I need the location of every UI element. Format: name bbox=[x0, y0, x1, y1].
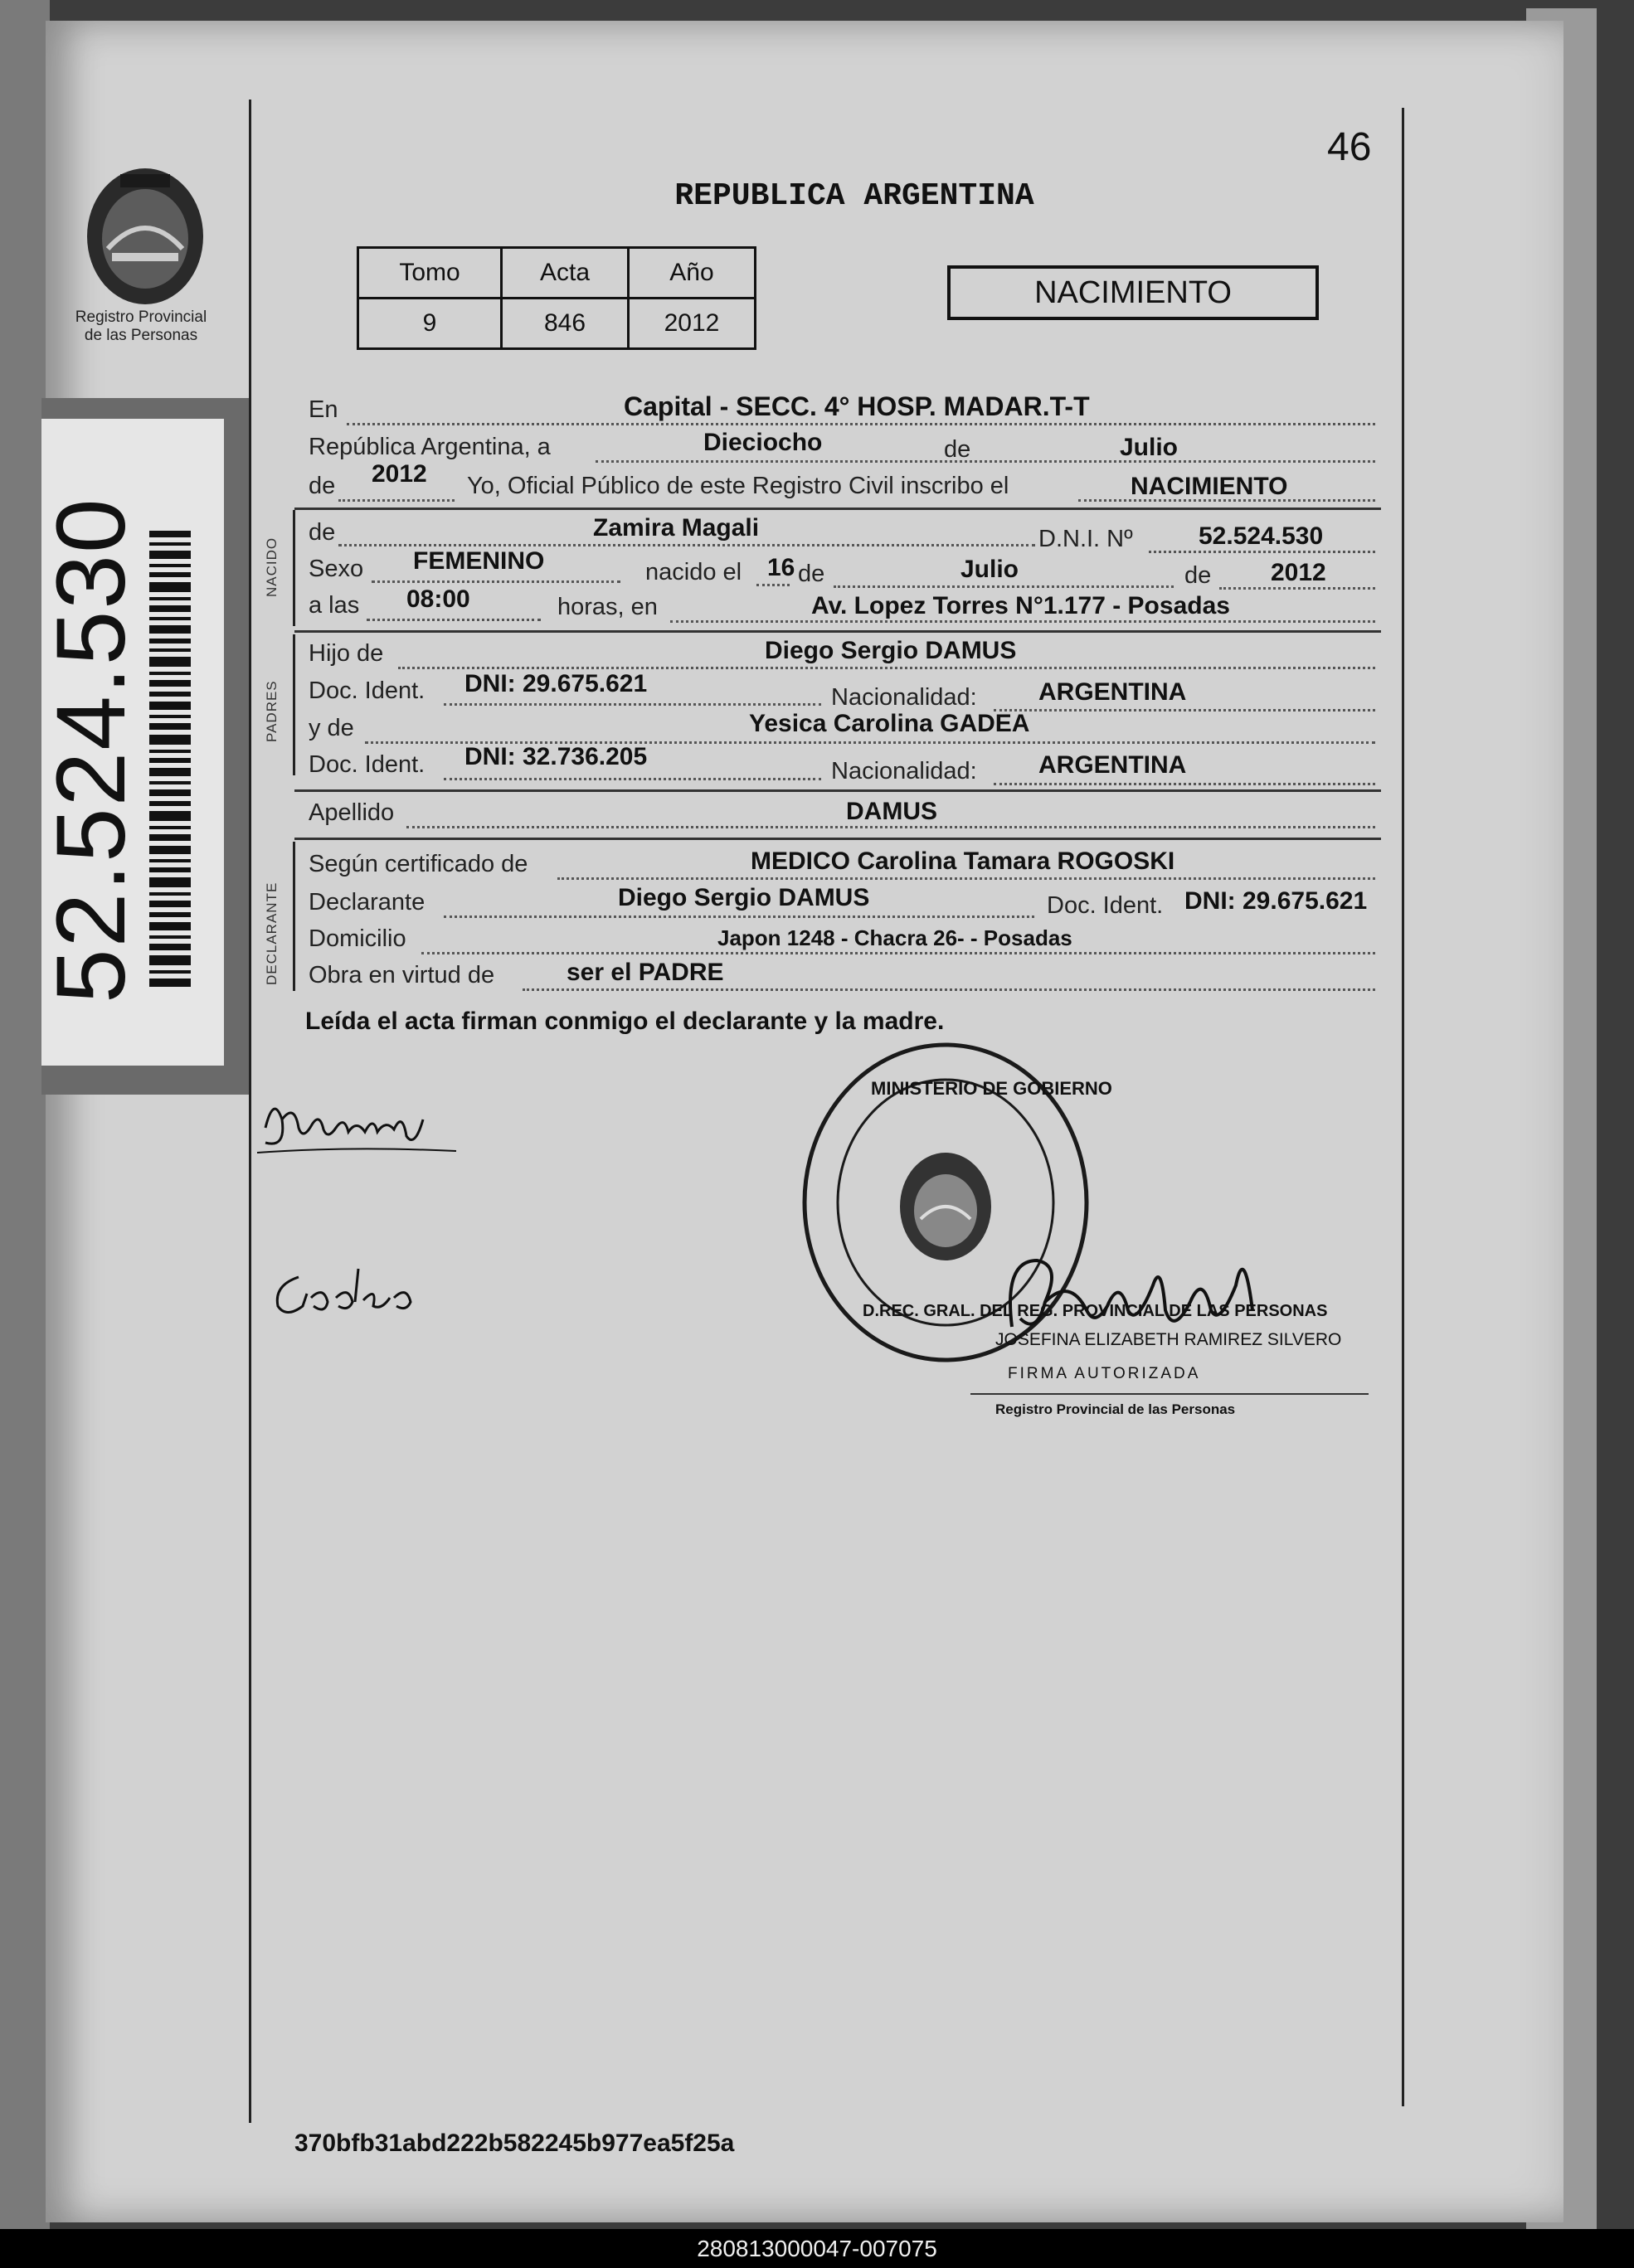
dotted-line bbox=[398, 667, 1375, 669]
cert-label: Según certificado de bbox=[309, 851, 528, 877]
section-rule bbox=[294, 630, 1381, 633]
right-margin-line bbox=[1402, 108, 1404, 2106]
declarant-doc-label: Doc. Ident. bbox=[1047, 892, 1164, 919]
registration-year: 2012 bbox=[372, 460, 427, 488]
mother-name: Yesica Carolina GADEA bbox=[749, 710, 1030, 737]
domicilio-label: Domicilio bbox=[309, 925, 406, 952]
padres-section-label: PADRES bbox=[264, 680, 280, 742]
section-rule bbox=[294, 789, 1381, 792]
dotted-line bbox=[1149, 551, 1375, 553]
father-name: Diego Sergio DAMUS bbox=[765, 637, 1017, 664]
closing-statement: Leída el acta firman conmigo el declarante y la madre. bbox=[305, 1008, 945, 1035]
signature-damus bbox=[249, 1070, 514, 1169]
acta-header: Acta bbox=[502, 248, 629, 299]
official-name: JOSEFINA ELIZABETH RAMIREZ SILVERO bbox=[995, 1330, 1342, 1349]
ano-header: Año bbox=[629, 248, 756, 299]
officer-statement: Yo, Oficial Público de este Registro Civil inscribo el bbox=[467, 473, 1009, 499]
dotted-line bbox=[994, 709, 1375, 711]
firma-autorizada-label: FIRMA AUTORIZADA bbox=[1008, 1365, 1201, 1382]
mother-doc: DNI: 32.736.205 bbox=[464, 743, 648, 770]
dotted-line bbox=[444, 915, 1034, 918]
dotted-line bbox=[338, 544, 1035, 546]
country-title: REPUBLICA ARGENTINA bbox=[674, 178, 1034, 214]
alas-label: a las bbox=[309, 592, 360, 619]
section-bracket bbox=[293, 510, 295, 626]
acta-value: 846 bbox=[502, 299, 629, 349]
father-nat-label: Nacionalidad: bbox=[831, 684, 977, 711]
tomo-value: 9 bbox=[358, 299, 502, 349]
declarante-section-label: DECLARANTE bbox=[264, 881, 280, 985]
yde-label: y de bbox=[309, 715, 354, 741]
hijo-label: Hijo de bbox=[309, 640, 384, 667]
declarant-domicile: Japon 1248 - Chacra 26- - Posadas bbox=[717, 925, 1072, 950]
dotted-line bbox=[372, 580, 620, 583]
dotted-line bbox=[557, 877, 1375, 880]
signature-godeo bbox=[265, 1260, 464, 1327]
dotted-line bbox=[994, 783, 1375, 785]
declarant-role: ser el PADRE bbox=[567, 959, 724, 986]
apellido-label: Apellido bbox=[309, 799, 395, 826]
de-year-label: de bbox=[309, 473, 336, 499]
dotted-line bbox=[421, 952, 1375, 954]
child-dni: 52.524.530 bbox=[1199, 522, 1324, 550]
section-bracket bbox=[293, 842, 295, 991]
nacido-section-label: NACIDO bbox=[264, 537, 280, 597]
registry-label bbox=[62, 308, 220, 345]
registration-month: Julio bbox=[1120, 434, 1179, 461]
registry-label-line2: de las Personas bbox=[84, 327, 198, 344]
section-rule bbox=[294, 838, 1381, 840]
birth-time: 08:00 bbox=[406, 585, 470, 613]
dotted-line bbox=[338, 499, 455, 502]
stamp-inner-text: MINISTERIO DE GOBIERNO bbox=[871, 1078, 1112, 1099]
surname: DAMUS bbox=[846, 798, 937, 825]
child-name: Zamira Magali bbox=[593, 514, 760, 542]
stamp-text: D.REC. GRAL. DEL REG. PROVINCIAL DE LAS PERSONAS bbox=[863, 1302, 1328, 1320]
father-doc: DNI: 29.675.621 bbox=[464, 670, 648, 697]
dotted-line bbox=[444, 778, 821, 780]
registration-day: Dieciocho bbox=[703, 429, 823, 456]
mother-nationality: ARGENTINA bbox=[1038, 751, 1187, 779]
father-doc-label: Doc. Ident. bbox=[309, 677, 426, 704]
document-type-box: NACIMIENTO bbox=[947, 265, 1319, 320]
side-dni-number: 52.524.530 bbox=[36, 497, 146, 1003]
sexo-label: Sexo bbox=[309, 556, 364, 582]
declarante-label: Declarante bbox=[309, 889, 426, 915]
birth-month: Julio bbox=[960, 556, 1019, 583]
de-label: de bbox=[944, 436, 971, 463]
horas-label: horas, en bbox=[557, 594, 658, 620]
registration-place: Capital - SECC. 4° HOSP. MADAR.T-T bbox=[624, 391, 1090, 421]
section-rule bbox=[294, 508, 1381, 510]
en-label: En bbox=[309, 396, 338, 423]
signature-underline bbox=[970, 1393, 1369, 1395]
page-number: 46 bbox=[1327, 125, 1372, 169]
birth-de-label: de bbox=[798, 561, 825, 587]
registry-reference-table bbox=[357, 246, 756, 350]
footer-id: 280813000047-007075 bbox=[0, 2229, 1634, 2268]
dotted-line bbox=[1219, 587, 1375, 590]
registry-label-line1: Registro Provincial bbox=[75, 308, 207, 326]
tomo-header: Tomo bbox=[358, 248, 502, 299]
child-sex: FEMENINO bbox=[413, 547, 545, 575]
dotted-line bbox=[367, 619, 541, 621]
barcode-icon bbox=[149, 531, 191, 995]
dotted-line bbox=[834, 585, 1174, 588]
document-hash: 370bfb31abd222b582245b977ea5f25a bbox=[294, 2130, 735, 2157]
mother-nat-label: Nacionalidad: bbox=[831, 758, 977, 784]
dni-label: D.N.I. Nº bbox=[1038, 526, 1133, 552]
dotted-line bbox=[444, 703, 821, 706]
dotted-line bbox=[756, 584, 790, 586]
declarant-name: Diego Sergio DAMUS bbox=[618, 884, 870, 911]
background-stripe bbox=[0, 0, 50, 2268]
republica-label: República Argentina, a bbox=[309, 434, 551, 460]
birth-de-label2: de bbox=[1184, 562, 1212, 589]
mother-doc-label: Doc. Ident. bbox=[309, 751, 426, 778]
nacido-el-label: nacido el bbox=[645, 559, 742, 585]
declarant-doc: DNI: 29.675.621 bbox=[1184, 887, 1368, 915]
dotted-line bbox=[347, 423, 1375, 425]
dotted-line bbox=[596, 460, 1375, 463]
certificate-issuer: MEDICO Carolina Tamara ROGOSKI bbox=[751, 847, 1175, 875]
birth-year: 2012 bbox=[1271, 559, 1326, 586]
birth-day: 16 bbox=[767, 554, 795, 581]
ano-value: 2012 bbox=[629, 299, 756, 349]
section-bracket bbox=[293, 634, 295, 775]
father-nationality: ARGENTINA bbox=[1038, 678, 1187, 706]
birth-address: Av. Lopez Torres N°1.177 - Posadas bbox=[811, 592, 1230, 619]
registration-event: NACIMIENTO bbox=[1131, 473, 1288, 500]
official-registry-label: Registro Provincial de las Personas bbox=[995, 1401, 1236, 1417]
obra-label: Obra en virtud de bbox=[309, 962, 495, 988]
dotted-line bbox=[406, 826, 1375, 828]
dotted-line bbox=[523, 988, 1375, 991]
dotted-line bbox=[670, 620, 1375, 623]
nacido-de-label: de bbox=[309, 519, 336, 546]
